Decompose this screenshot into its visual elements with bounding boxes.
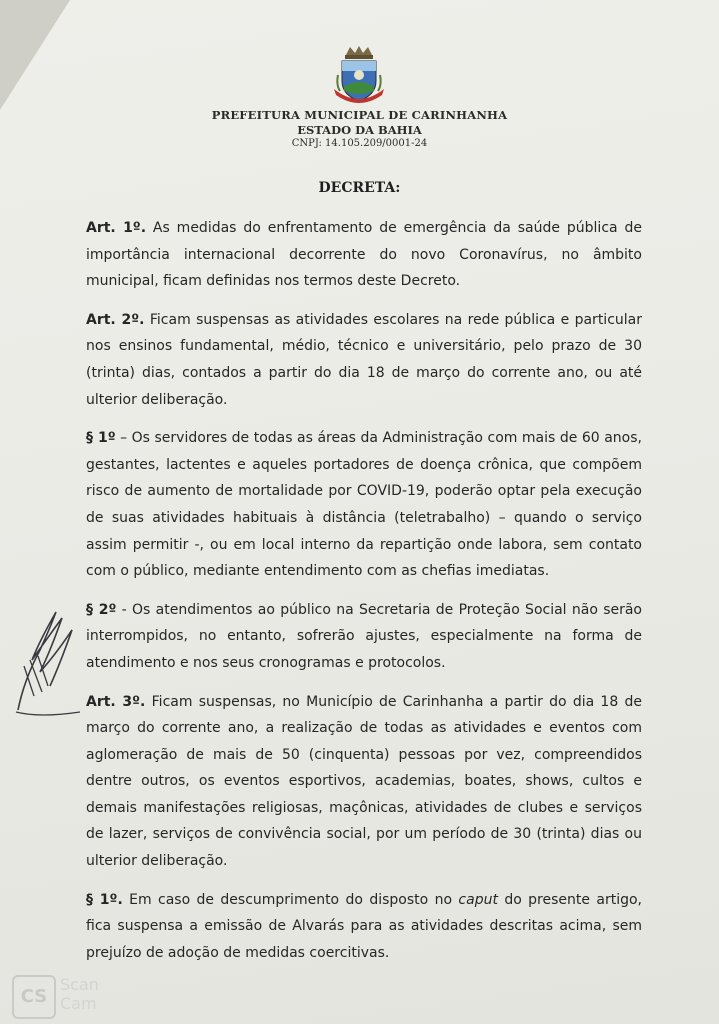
header-state: ESTADO DA BAHIA — [297, 123, 422, 137]
article-text: Em caso de descumprimento do disposto no — [122, 891, 459, 908]
page-fold — [0, 0, 70, 110]
article-label: Art. 1º. — [86, 220, 147, 236]
watermark-line: Cam — [60, 994, 97, 1013]
article-label: § 2º — [86, 601, 117, 618]
article-text: - Os atendimentos ao público na Secretaria de Proteção Social não serão interrompidos, no entanto, sofrerão ajustes, especialmente na forma de atendimento e nos seus cronogramas e protocolos. — [86, 601, 642, 671]
article-3-paragraph-1 — [86, 887, 642, 967]
article-1 — [86, 215, 642, 295]
article-2-paragraph-2 — [86, 597, 642, 677]
article-text: – Os servidores de todas as áreas da Administração com mais de 60 anos, gestantes, lactentes e aqueles portadores de doença crônica, que compõem risco de aumento de mortalidade por COVID-19, poderão optar pela execução de suas atividades habituais à distância (teletrabalho) – quando o serviço assim permitir -, ou em local interno da repartição onde labora, sem contato com o público, mediante entendimento com as chefias imediatas. — [86, 430, 642, 580]
watermark-line: Scan — [60, 975, 99, 994]
article-label: § 1º. — [86, 891, 123, 908]
caput-term: caput — [458, 891, 498, 908]
header-cnpj: CNPJ: 14.105.209/0001-24 — [291, 138, 428, 149]
signature-mark — [10, 600, 90, 720]
decreta-heading: DECRETA: — [318, 180, 401, 196]
article-label: § 1º — [86, 430, 116, 447]
camscanner-watermark — [60, 975, 99, 1013]
article-3 — [86, 689, 642, 875]
article-text: As medidas do enfrentamento de emergência da saúde pública de importância internacional decorrente do novo Coronavírus, no âmbito municipal, ficam definidas nos termos deste Decreto. — [86, 220, 642, 290]
article-2 — [86, 307, 642, 413]
decree-body — [86, 215, 642, 978]
article-text: do presente artigo, fica suspensa a emissão de Alvarás para as atividades descritas acima, sem prejuízo de adoção de medidas coercitivas. — [86, 891, 642, 961]
article-text: Ficam suspensas as atividades escolares na rede pública e particular nos ensinos fundamental, médio, técnico e universitário, pelo prazo de 30 (trinta) dias, contados a partir do dia 18 de março do corrente ano, ou até ulterior deliberação. — [86, 311, 642, 408]
header-municipality: PREFEITURA MUNICIPAL DE CARINHANHA — [211, 108, 508, 122]
article-2-paragraph-1 — [86, 425, 642, 585]
coat-of-arms-icon — [330, 45, 388, 107]
article-text: Ficam suspensas, no Município de Carinhanha a partir do dia 18 de março do corrente ano, a realização de todas as atividades e eventos com aglomeração de mais de 50 (cinquenta) pessoas por vez, compreendidos dentre outros, os eventos esportivos, academias, boates, shows, cultos e demais manifestações religiosas, maçônicas, atividades de clubes e serviços de lazer, serviços de convivência social, por um período de 30 (trinta) dias ou ulterior deliberação. — [86, 693, 642, 870]
article-label: Art. 2º. — [86, 311, 145, 328]
camscanner-badge: CS — [12, 975, 56, 1019]
article-label: Art. 3º. — [86, 693, 146, 710]
